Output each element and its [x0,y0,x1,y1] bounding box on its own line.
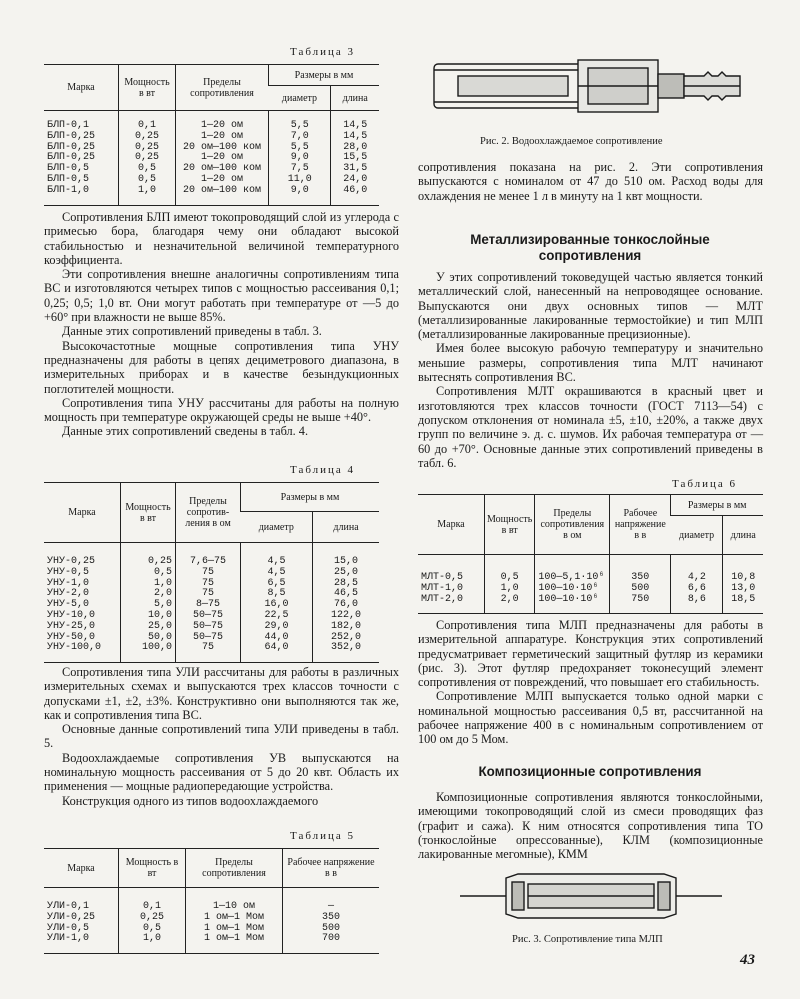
table-cell: 1—20 ом [176,132,269,143]
table-cell: 350 [283,913,380,924]
table-cell: 1 ом—1 Мом [186,934,283,953]
table-cell: БЛП-0,1 [47,120,90,131]
table-cell: 14,5 [331,132,379,143]
table-cell: 350 [610,555,671,584]
table-cell: 46,0 [331,186,379,205]
table-cell: УНУ-0,25 [47,556,96,567]
table-cell: 75 [176,589,241,600]
paragraph: Сопротивление МЛП выпускается только одной марки с номинальной мощностью рассеивания 0,5 вт, рассчитанной на рабочее напряжение 400 в с номинальным сопротивлением от 100 ом до 5 Мом. [418,689,763,747]
table-row [418,595,763,614]
table-cell: УНУ-0,5 [47,566,90,578]
table-cell: 28,0 [331,143,379,154]
table-cell: 44,0 [241,633,313,644]
table-cell: МЛТ-2,0 [421,593,464,605]
table4-header-limits: Пределы сопротивления в ом [176,483,241,543]
table-cell: 5,5 [269,111,331,132]
table3-header-limits: Пределы сопротивления [176,65,269,111]
table-cell: 6,6 [671,584,723,595]
table-cell: 24,0 [331,175,379,186]
table-cell: БЛП-1,0 [47,184,90,196]
table-cell: 1—20 ом [176,111,269,132]
table5-header-limits: Пределы сопротивления [186,849,283,888]
table-cell: БЛП-0,5 [47,173,90,185]
table-cell: 1,0 [121,579,176,590]
table-cell: УНУ-10,0 [47,609,96,621]
table-row [44,111,379,132]
table-cell: 4,5 [241,568,313,579]
table-cell: 64,0 [241,643,313,662]
table-cell: 352,0 [313,643,379,662]
table-cell: 1 ом—1 Мом [186,924,283,935]
table-cell: 15,0 [313,543,379,568]
table-cell: 46,5 [313,589,379,600]
table6-header-voltage: Рабочее напряжение в в [610,495,671,555]
table-cell: 20 ом—100 ком [176,186,269,205]
right-text-1 [418,160,763,203]
table-row [418,555,763,584]
table-cell: 75 [176,643,241,662]
table-cell: 1—10 ом [186,888,283,913]
table-cell: 20 ом—100 ком [176,143,269,154]
table5-caption: Таблица 5 [290,830,356,842]
table-cell: 9,0 [269,153,331,164]
table-cell: 2,0 [121,589,176,600]
table3-header-length: длина [331,86,379,111]
table-cell: 50,0 [121,633,176,644]
fig3-caption: Рис. 3. Сопротивление типа МЛП [512,934,663,945]
fig2-caption: Рис. 2. Водоохлаждаемое сопротивление [480,136,663,147]
table-cell: 0,5 [119,924,186,935]
table-cell: БЛП-0,25 [47,130,96,142]
table-cell: 31,5 [331,164,379,175]
table-cell: 10,0 [121,611,176,622]
paragraph: Имея более высокую рабочую температуру и значительно меньшие размеры, сопротивления типа МЛТ начинают вытеснять сопротивления ВС. [418,341,763,385]
table-cell: 11,0 [269,175,331,186]
table-row [44,132,379,143]
table-cell: 122,0 [313,611,379,622]
table-cell: 1 ом—1 Мом [186,913,283,924]
table4-caption: Таблица 4 [290,464,356,476]
table-cell: 25,0 [121,622,176,633]
table3-caption: Таблица 3 [290,46,356,58]
paragraph: Высокочастотные мощные сопротивления типа УНУ предназначены для работы в цепях дециметрового диапазона, в измерительных приборах и в качестве безындукционных поглотителей мощности. [44,338,399,396]
table-row [44,888,379,913]
table5-header-power: Мощность в вт [119,849,186,888]
table3 [44,64,379,206]
table-cell: 0,5 [119,164,176,175]
table3-header-sizes: Размеры в мм [269,65,380,86]
table-cell: УНУ-2,0 [47,588,90,600]
table-cell: 75 [176,579,241,590]
table-cell: 14,5 [331,111,379,132]
table-cell: 29,0 [241,622,313,633]
table-cell: 0,1 [119,111,176,132]
table-cell: 4,5 [241,543,313,568]
table-cell: 50—75 [176,633,241,644]
table-cell: 7,5 [269,164,331,175]
table-cell: 8,5 [241,589,313,600]
paragraph: сопротивления показана на рис. 2. Эти сопротивления выпускаются с номиналом от 47 до 510 ом. Расход воды для охлаждения не менее 1 л в минуту на 1 квт мощности. [418,160,763,203]
table-cell: 7,0 [269,132,331,143]
table-cell: 5,0 [121,600,176,611]
table-row [418,584,763,595]
table-cell: УНУ-100,0 [47,642,102,654]
table-cell: 0,5 [121,568,176,579]
table-cell: 75 [176,568,241,579]
table6-caption: Таблица 6 [672,478,738,490]
table-cell: 5,5 [269,143,331,154]
table4-header-sizes: Размеры в мм [241,483,380,512]
table-cell: 252,0 [313,633,379,644]
table-row [44,186,379,205]
table-cell: 100—10·10⁶ [535,584,610,595]
table-cell: 50—75 [176,622,241,633]
paragraph: Эти сопротивления внешне аналогичны сопротивлениям типа ВС и изготовляются четырех типов с мощностью рассеивания 0,1; 0,25; 0,5; 1,0 вт. Они могут работать при температуре от —5 до +60° при влажности не выше 85%. [44,267,399,325]
table-cell: 100—5,1·10⁶ [535,555,610,584]
table-cell: 700 [283,934,380,953]
table-cell: 0,25 [119,913,186,924]
table-cell: 0,25 [119,132,176,143]
table-cell: 1—20 ом [176,175,269,186]
table-cell: 13,0 [723,584,763,595]
right-text-2 [418,270,763,470]
table-row [44,913,379,924]
table-cell: 18,5 [723,595,763,614]
table-cell: 750 [610,595,671,614]
table-row [44,622,379,633]
right-text-3 [418,618,763,747]
table-cell: УЛИ-1,0 [47,933,90,945]
table-cell: 76,0 [313,600,379,611]
table5-header-mark: Марка [44,849,119,888]
table4-header-length: длина [313,512,379,543]
table6-header-power: Мощность в вт [485,495,535,555]
table-cell: УНУ-5,0 [47,599,90,611]
table-cell: 22,5 [241,611,313,622]
paragraph: Сопротивления типа УНУ рассчитаны для работы на полную мощность при температуре окружающей среды не выше +40°. [44,395,399,425]
table4-header-power: Мощность в вт [121,483,176,543]
right-text-4 [418,790,763,861]
table3-header-mark: Марка [44,65,119,111]
paragraph: Композиционные сопротивления являются тонкослойными, имеющими токопроводящий слой из смеси проводящих фаз (графит и сажа). К ним относятся сопротивления типа ТО (тонкослойные опрессованные), КЛМ (композиционные лакированные мегомные), КММ [418,790,763,862]
paragraph: Сопротивления МЛТ окрашиваются в красный цвет и изготовляются трех классов точности (ГОСТ 7113—54) с допуском отклонения от номинала ±5, ±10, ±20%, а также двух групп по величине э. д. с. шумов. Их рабочая температура от —60 до +70°. Основные данные этих сопротивлений приведены в табл. 6. [418,384,763,470]
table6-header-length: длина [723,516,763,555]
table-cell: 500 [610,584,671,595]
table-cell: 100,0 [121,643,176,662]
table-cell: 16,0 [241,600,313,611]
paragraph: Данные этих сопротивлений приведены в табл. 3. [62,324,322,339]
table-cell: БЛП-0,5 [47,163,90,175]
table6-header-mark: Марка [418,495,485,555]
table-cell: 6,5 [241,579,313,590]
table-row [44,643,379,662]
table6-header-limits: Пределы сопротивления в ом [535,495,610,555]
table-cell: 10,8 [723,555,763,584]
table5-header-voltage: Рабочее напряжение в в [283,849,380,888]
table4-header-mark: Марка [44,483,121,543]
table-cell: 7,6—75 [176,543,241,568]
table-cell: 0,5 [119,175,176,186]
table-cell: 28,5 [313,579,379,590]
table-cell: 0,25 [119,143,176,154]
table-cell: 15,5 [331,153,379,164]
table-cell: 0,25 [121,543,176,568]
table5 [44,848,379,954]
paragraph: Сопротивления БЛП имеют токопроводящий слой из углерода с примесью бора, благодаря чему они обладают высокой стабильностью и незначительной величиной температурного коэффициента. [44,210,399,267]
table3-header-power: Мощность в вт [119,65,176,111]
heading-metallized: Металлизированные тонкослойные сопротивления [470,232,710,263]
left-text-2 [44,665,399,808]
table6-header-diameter: диаметр [671,516,723,555]
heading-composition: Композиционные сопротивления [478,764,702,779]
table4 [44,482,379,663]
table-cell: БЛП-0,25 [47,152,96,164]
table-cell: 20 ом—100 ком [176,164,269,175]
fig3-mlp-resistor-drawing [456,864,726,928]
table-cell: 0,25 [119,153,176,164]
table-row [44,568,379,579]
table4-header-diameter: диаметр [241,512,313,543]
table-cell: 50—75 [176,611,241,622]
table-cell: УНУ-1,0 [47,577,90,589]
table-cell: 4,2 [671,555,723,584]
table-cell: УЛИ-0,5 [47,922,90,934]
table-cell: 500 [283,924,380,935]
table-cell: — [283,888,380,913]
fig2-water-cooled-resistor-drawing [428,50,758,130]
table-cell: МЛТ-0,5 [421,572,464,583]
table3-header-diameter: диаметр [269,86,331,111]
paragraph: Данные этих сопротивлений сведены в табл. 4. [62,424,309,439]
table-row [44,934,379,953]
table-cell: 1,0 [485,584,535,595]
table-cell: 0,1 [119,888,186,913]
paragraph: Конструкция одного из типов водоохлаждаемого [62,793,319,808]
table-cell: 1—20 ом [176,153,269,164]
table-cell: УЛИ-0,25 [47,911,96,923]
table-cell: 9,0 [269,186,331,205]
table-cell: УНУ-25,0 [47,620,96,632]
table-cell: 100—10·10⁶ [535,595,610,614]
table-cell: 1,0 [119,934,186,953]
table-cell: 182,0 [313,622,379,633]
paragraph: Сопротивления типа МЛП предназначены для работы в измерительной аппаратуре. Конструкция этих сопротивлений предусматривает герметический защитный футляр из керамики (рис. 3). Этот футляр предохраняет токонесущий элемент сопротивления от повреждений, что повышает его стабильность. [418,618,763,690]
paragraph: Водоохлаждаемые сопротивления УВ выпускаются на номинальную мощность рассеивания от 5 до 20 квт. Область их применения — мощные радиопередающие устройства. [44,750,399,794]
table-cell: 8—75 [176,600,241,611]
table-cell: 8,6 [671,595,723,614]
paragraph: Сопротивления типа УЛИ рассчитаны для работы в различных измерительных схемах и выпускаются трех классов точности с допусками ±1, ±2, ±3%. Конструктивно они выполняются так же, как и сопротивления типа ВС. [44,665,399,722]
table-row [44,543,379,568]
table6-header-sizes: Размеры в мм [671,495,763,516]
table-cell: 1,0 [119,186,176,205]
table6 [418,494,763,614]
table-cell: БЛП-0,25 [47,141,96,153]
table-cell: МЛТ-1,0 [421,582,464,594]
paragraph: Основные данные сопротивлений типа УЛИ приведены в табл. 5. [44,722,399,751]
page-number: 43 [740,952,755,968]
table-cell: 0,5 [485,555,535,584]
table-cell: УЛИ-0,1 [47,901,90,912]
table-cell: 2,0 [485,595,535,614]
table-cell: УНУ-50,0 [47,631,96,643]
table-cell: 25,0 [313,568,379,579]
paragraph: У этих сопротивлений токоведущей частью является тонкий металлический слой, нанесенный на непроводящее основание. Выпускаются они двух основных типов — МЛТ (металлизированные лакированные термостойкие) и тип МЛП (металлизированные лакированные прецизионные). [418,270,763,342]
left-text-1 [44,210,399,439]
